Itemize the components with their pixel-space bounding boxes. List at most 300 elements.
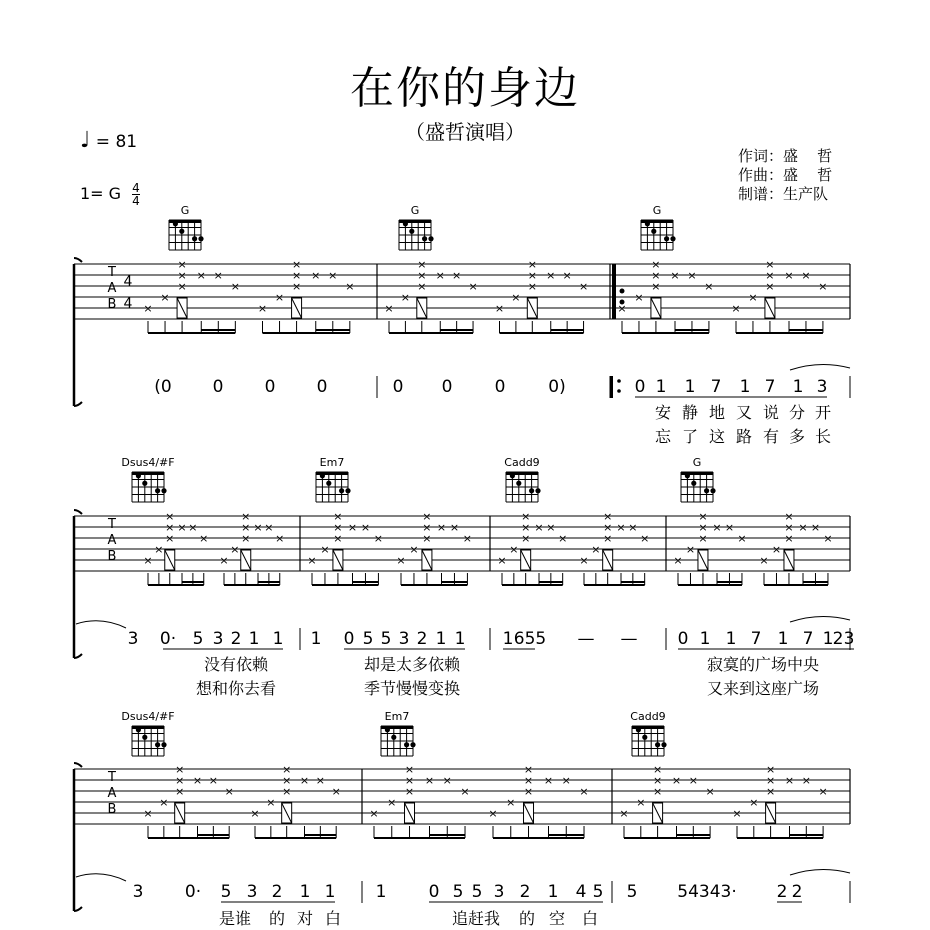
jianpu-note: 54343· <box>677 882 737 902</box>
tab-x-note: × <box>748 291 758 304</box>
tab-x-note: × <box>521 532 531 545</box>
bracket-cap <box>74 763 82 767</box>
tab-x-note: × <box>224 785 234 798</box>
jianpu-note: 1 <box>310 629 322 649</box>
score-system <box>74 710 850 928</box>
slur <box>76 874 126 881</box>
lyric-line-2: 了 <box>681 427 699 446</box>
jianpu-note: 1 <box>248 629 260 649</box>
tab-x-note: × <box>561 774 571 787</box>
tab-x-note: × <box>771 543 782 556</box>
slur <box>790 869 850 875</box>
chord-finger-dot <box>173 221 178 226</box>
tab-x-note: × <box>177 258 187 271</box>
jianpu-note: 0 <box>494 377 506 397</box>
jianpu-note: 3 <box>246 882 258 902</box>
tab-x-note: × <box>712 521 722 534</box>
tab-x-note: × <box>282 763 292 776</box>
tab-x-note: × <box>784 510 794 523</box>
tab-x-note: × <box>765 785 776 798</box>
jianpu-note: 1 <box>299 882 311 902</box>
chord-finger-dot <box>326 481 331 486</box>
jianpu-note: 3 <box>212 629 224 649</box>
jianpu-note: 3 <box>132 882 144 902</box>
tab-x-note: × <box>534 521 544 534</box>
tab-x-note: × <box>449 521 460 534</box>
jianpu-note: 2 <box>230 629 242 649</box>
tab-x-note: × <box>698 521 708 534</box>
tab-x-note: × <box>241 521 251 534</box>
jianpu-note: 0 <box>392 377 404 397</box>
chord-finger-dot <box>403 221 408 226</box>
lyric-line-1: 却是太多依赖 <box>363 655 461 674</box>
chord-finger-dot <box>161 488 166 493</box>
tab-x-note: × <box>732 807 742 820</box>
tab-x-note: × <box>384 302 394 315</box>
tab-x-note: × <box>436 521 447 534</box>
lyric-line-2: 路 <box>735 427 753 446</box>
tab-x-note: × <box>579 554 589 567</box>
tab-x-note: × <box>177 269 187 282</box>
tab-x-note: × <box>165 510 175 523</box>
jianpu-note: 2 <box>416 629 428 649</box>
tab-x-note: × <box>616 521 626 534</box>
tab-x-note: × <box>404 774 415 787</box>
lyric-line-2: 有 <box>762 427 780 446</box>
tab-x-note: × <box>511 291 521 304</box>
tab-x-note: × <box>546 269 556 282</box>
jianpu-note: 1 <box>699 629 711 649</box>
slur <box>790 616 850 622</box>
jianpu-note: 0 <box>316 377 328 397</box>
tab-x-note: × <box>527 280 537 293</box>
tab-x-note: × <box>798 521 808 534</box>
chord-name: Em7 <box>319 456 345 469</box>
chord-finger-dot <box>636 727 641 732</box>
tab-x-note: × <box>175 785 185 798</box>
jianpu-note: 5 <box>220 882 232 902</box>
tab-x-note: × <box>546 521 556 534</box>
tab-x-note: × <box>360 521 371 534</box>
lyric-line-1: 没有依赖 <box>203 655 269 674</box>
chord-finger-dot <box>691 481 696 486</box>
time-bottom: 4 <box>132 194 140 208</box>
chord-finger-dot <box>339 488 344 493</box>
tab-x-note: × <box>759 554 769 567</box>
jianpu-note: 0· <box>159 629 177 649</box>
chord-finger-dot <box>516 481 521 486</box>
time-sig-bottom: 4 <box>123 296 133 312</box>
chord-finger-dot <box>142 735 147 740</box>
tab-x-note: × <box>275 532 285 545</box>
jianpu-note: 0 <box>441 377 453 397</box>
tab-x-note: × <box>213 269 223 282</box>
tab-x-note: × <box>765 763 776 776</box>
tab-x-note: × <box>404 785 415 798</box>
tab-x-note: × <box>315 774 325 787</box>
tab-x-note: × <box>521 510 531 523</box>
chord-name: Cadd9 <box>504 456 540 469</box>
jianpu-note: 1 <box>822 629 834 649</box>
chord-finger-dot <box>704 488 709 493</box>
tab-x-note: × <box>230 280 240 293</box>
tab-x-note: × <box>422 510 432 523</box>
tab-x-note: × <box>219 554 229 567</box>
lyric-line-1: 白 <box>324 909 342 928</box>
tab-x-note: × <box>307 554 317 567</box>
chord-finger-dot <box>655 742 660 747</box>
tab-x-note: × <box>818 785 828 798</box>
tab-x-note: × <box>640 532 650 545</box>
tab-x-note: × <box>387 796 397 809</box>
key-text: 1= G <box>80 184 122 203</box>
tab-x-note: × <box>731 302 741 315</box>
tab-x-note: × <box>603 532 613 545</box>
tab-x-note: × <box>196 269 206 282</box>
tab-x-note: × <box>311 269 321 282</box>
jianpu-note: 5 <box>362 629 374 649</box>
tab-x-note: × <box>404 763 415 776</box>
tab-x-note: × <box>724 521 735 534</box>
tab-x-note: × <box>253 521 263 534</box>
tab-x-note: × <box>652 774 663 787</box>
repeat-dot <box>617 389 621 393</box>
jianpu-note: 7 <box>764 377 776 397</box>
tab-x-note: × <box>452 269 462 282</box>
tab-x-note: × <box>274 291 285 304</box>
lyric-line-1: 是谁 <box>218 909 252 928</box>
lyric-line-2: 长 <box>814 427 832 446</box>
tab-x-note: × <box>460 785 470 798</box>
lyric-line-2: 想和你去看 <box>195 679 277 698</box>
chord-finger-dot <box>410 742 415 747</box>
tab-x-note: × <box>543 774 554 787</box>
tab-x-note: × <box>143 302 153 315</box>
tab-letter: T <box>108 517 116 532</box>
jianpu-note: 1 <box>454 629 466 649</box>
tab-x-note: × <box>345 280 355 293</box>
song-subtitle: （盛哲演唱） <box>405 120 525 144</box>
tab-x-note: × <box>409 543 419 556</box>
chord-finger-dot <box>155 742 160 747</box>
chord-name: G <box>692 456 702 469</box>
tab-letter: A <box>107 533 117 548</box>
lyric-line-2: 季节慢慢变换 <box>363 679 461 698</box>
jianpu-note: 1 <box>777 629 789 649</box>
jianpu-note: 2 <box>271 882 283 902</box>
tab-letter: T <box>108 265 116 280</box>
chord-finger-dot <box>136 727 141 732</box>
chord-finger-dot <box>320 473 325 478</box>
tab-x-note: × <box>591 543 601 556</box>
tab-x-note: × <box>266 796 276 809</box>
lyric-line-2: 这 <box>708 427 726 446</box>
time-top: 4 <box>132 181 140 195</box>
lyric-line-1: 又 <box>735 403 753 422</box>
jianpu-note: 3 <box>493 882 505 902</box>
chord-finger-dot <box>198 236 203 241</box>
tab-x-note: × <box>257 302 268 315</box>
tab-x-note: × <box>671 774 682 787</box>
tab-x-note: × <box>603 521 613 534</box>
jianpu-note: 5 <box>471 882 483 902</box>
jianpu-note: — <box>577 629 595 649</box>
tab-x-note: × <box>373 532 384 545</box>
score-system <box>74 204 850 446</box>
tab-x-note: × <box>765 280 775 293</box>
tab-letter: T <box>108 770 116 785</box>
tab-x-note: × <box>442 774 452 787</box>
tab-x-note: × <box>422 521 432 534</box>
chord-finger-dot <box>642 735 647 740</box>
tab-x-note: × <box>506 796 516 809</box>
jianpu-note: — <box>620 629 638 649</box>
tab-x-note: × <box>698 510 708 523</box>
jianpu-note: 7 <box>802 629 814 649</box>
chord-name: Dsus4/#F <box>121 456 175 469</box>
tab-x-note: × <box>784 532 794 545</box>
tab-x-note: × <box>400 291 411 304</box>
bracket-cap <box>74 510 82 514</box>
chord-finger-dot <box>670 236 675 241</box>
jianpu-note: 2 <box>519 882 531 902</box>
chord-finger-dot <box>535 488 540 493</box>
lyric-line-1: 的 <box>268 909 286 928</box>
tab-x-note: × <box>435 269 445 282</box>
credit-lyricist: 作词：盛 哲 <box>738 147 833 165</box>
chord-name: Dsus4/#F <box>121 710 175 723</box>
tab-x-note: × <box>765 774 776 787</box>
tab-x-note: × <box>523 763 534 776</box>
jianpu-note: 1 <box>684 377 696 397</box>
tab-x-note: × <box>188 521 198 534</box>
tab-x-note: × <box>673 554 683 567</box>
jianpu-note: 3 <box>816 377 828 397</box>
jianpu-note: 5 <box>192 629 204 649</box>
chord-finger-dot <box>661 742 666 747</box>
tab-x-note: × <box>159 796 169 809</box>
chord-finger-dot <box>161 742 166 747</box>
slur <box>790 364 850 370</box>
credit-transcriber: 制谱：生产队 <box>738 185 829 203</box>
tab-x-note: × <box>636 796 646 809</box>
tab-x-note: × <box>250 807 260 820</box>
time-sig-top: 4 <box>123 274 133 290</box>
chord-name: G <box>652 204 662 217</box>
tab-x-note: × <box>801 269 811 282</box>
chord-name: G <box>410 204 420 217</box>
tab-x-note: × <box>396 554 406 567</box>
tab-x-note: × <box>291 258 302 271</box>
jianpu-note: 1 <box>739 377 751 397</box>
tab-x-note: × <box>527 258 537 271</box>
credit-composer: 作曲：盛 哲 <box>738 166 833 184</box>
tab-x-note: × <box>765 269 775 282</box>
jianpu-note: 3 <box>843 629 855 649</box>
tab-x-note: × <box>562 269 572 282</box>
tab-x-note: × <box>488 807 498 820</box>
lyric-line-1: 静 <box>681 403 699 422</box>
score-system <box>74 456 854 698</box>
tab-x-note: × <box>282 785 292 798</box>
tab-x-note: × <box>192 774 203 787</box>
tab-x-note: × <box>333 532 343 545</box>
tab-x-note: × <box>578 280 589 293</box>
tab-x-note: × <box>177 521 187 534</box>
lyric-line-1: 安 <box>654 403 672 422</box>
jianpu-note: 0 <box>264 377 276 397</box>
tab-x-note: × <box>784 774 795 787</box>
tab-x-note: × <box>651 269 661 282</box>
tab-x-note: × <box>282 774 292 787</box>
lyric-line-1: 分 <box>788 403 806 422</box>
tab-x-note: × <box>468 280 478 293</box>
chord-finger-dot <box>422 236 427 241</box>
jianpu-note: 5 <box>626 882 638 902</box>
jianpu-note: 5 <box>592 882 604 902</box>
chord-name: Em7 <box>384 710 410 723</box>
chord-finger-dot <box>404 742 409 747</box>
lyric-line-1: 追赶我 <box>451 909 501 928</box>
tab-x-note: × <box>523 785 534 798</box>
jianpu-note: 1 <box>725 629 737 649</box>
jianpu-note: (0 <box>154 377 172 397</box>
jianpu-note: 0 <box>343 629 355 649</box>
tab-x-note: × <box>175 774 185 787</box>
tab-x-note: × <box>299 774 310 787</box>
chord-finger-dot <box>710 488 715 493</box>
chord-finger-dot <box>409 229 414 234</box>
tab-x-note: × <box>685 543 696 556</box>
tab-x-note: × <box>705 785 715 798</box>
tab-x-note: × <box>154 543 164 556</box>
jianpu-note: 655 <box>513 629 547 649</box>
tab-x-note: × <box>241 510 251 523</box>
tab-x-note: × <box>331 785 341 798</box>
chord-finger-dot <box>428 236 433 241</box>
lyric-line-2: 忘 <box>654 427 672 446</box>
tab-x-note: × <box>417 280 427 293</box>
repeat-bar <box>612 264 616 319</box>
chord-finger-dot <box>651 229 656 234</box>
tab-x-note: × <box>603 510 613 523</box>
jianpu-note: 7 <box>750 629 762 649</box>
tab-x-note: × <box>698 532 708 545</box>
chord-finger-dot <box>510 473 515 478</box>
tab-x-note: × <box>165 521 175 534</box>
quarter-note-icon: ♩ <box>80 128 91 153</box>
tab-x-note: × <box>241 532 251 545</box>
tempo-value: = 81 <box>95 132 138 152</box>
jianpu-note: 0) <box>548 377 566 397</box>
tab-letter: A <box>107 281 117 296</box>
chord-finger-dot <box>142 481 147 486</box>
tab-x-note: × <box>579 785 589 798</box>
lyric-line-1: 对 <box>296 909 314 928</box>
tab-x-note: × <box>652 763 663 776</box>
jianpu-note: 2 <box>791 882 803 902</box>
tab-x-note: × <box>558 532 568 545</box>
notation-repeat-bar <box>610 376 613 398</box>
jianpu-note: 1 <box>792 377 804 397</box>
jianpu-note: 1 <box>502 629 514 649</box>
tab-x-note: × <box>628 521 638 534</box>
lyric-line-1: 开 <box>814 403 832 422</box>
lyric-line-1: 的 <box>518 909 536 928</box>
tab-x-note: × <box>177 280 187 293</box>
tab-x-note: × <box>422 532 432 545</box>
tab-x-note: × <box>634 291 644 304</box>
tab-x-note: × <box>328 269 338 282</box>
jianpu-note: 3 <box>127 629 139 649</box>
chord-finger-dot <box>529 488 534 493</box>
tab-x-note: × <box>424 774 435 787</box>
tab-letter: B <box>107 297 117 312</box>
tab-x-note: × <box>369 807 379 820</box>
lyric-line-2: 多 <box>788 427 806 446</box>
chord-finger-dot <box>385 727 390 732</box>
jianpu-note: 1 <box>375 882 387 902</box>
jianpu-note: 1 <box>324 882 336 902</box>
jianpu-note: 0 <box>677 629 689 649</box>
jianpu-note: 2 <box>776 882 788 902</box>
bracket-cap <box>74 258 82 262</box>
jianpu-note: 5 <box>380 629 392 649</box>
tab-x-note: × <box>462 532 473 545</box>
tab-x-note: × <box>651 280 661 293</box>
tab-x-note: × <box>617 302 627 315</box>
chord-finger-dot <box>179 229 184 234</box>
chord-finger-dot <box>685 473 690 478</box>
repeat-dot <box>617 379 621 383</box>
chord-finger-dot <box>645 221 650 226</box>
tab-x-note: × <box>347 521 358 534</box>
tab-x-note: × <box>670 269 680 282</box>
tab-x-note: × <box>704 280 714 293</box>
tab-x-note: × <box>651 258 661 271</box>
tab-x-note: × <box>523 774 534 787</box>
chord-finger-dot <box>136 473 141 478</box>
tab-x-note: × <box>143 554 153 567</box>
tab-x-note: × <box>521 521 531 534</box>
tab-letter: B <box>107 549 117 564</box>
tab-x-note: × <box>687 269 697 282</box>
lyric-line-1: 寂寞的广场中央 <box>706 655 820 674</box>
repeat-dot <box>620 289 625 294</box>
jianpu-note: 0 <box>634 377 646 397</box>
jianpu-note: 0· <box>184 882 202 902</box>
chord-finger-dot <box>192 236 197 241</box>
jianpu-note: 1 <box>435 629 447 649</box>
tab-x-note: × <box>823 532 833 545</box>
jianpu-note: 1 <box>547 882 559 902</box>
jianpu-note: 1 <box>655 377 667 397</box>
tab-x-note: × <box>494 302 505 315</box>
jianpu-note: 3 <box>398 629 410 649</box>
tab-x-note: × <box>333 510 343 523</box>
tab-x-note: × <box>737 532 747 545</box>
tab-x-note: × <box>199 532 209 545</box>
jianpu-note: 0 <box>428 882 440 902</box>
tab-x-note: × <box>175 763 185 776</box>
tab-x-note: × <box>264 521 274 534</box>
slur <box>76 621 126 628</box>
chord-finger-dot <box>345 488 350 493</box>
tab-x-note: × <box>417 258 427 271</box>
tab-x-note: × <box>165 532 175 545</box>
tab-x-note: × <box>291 269 302 282</box>
tab-x-note: × <box>208 774 218 787</box>
